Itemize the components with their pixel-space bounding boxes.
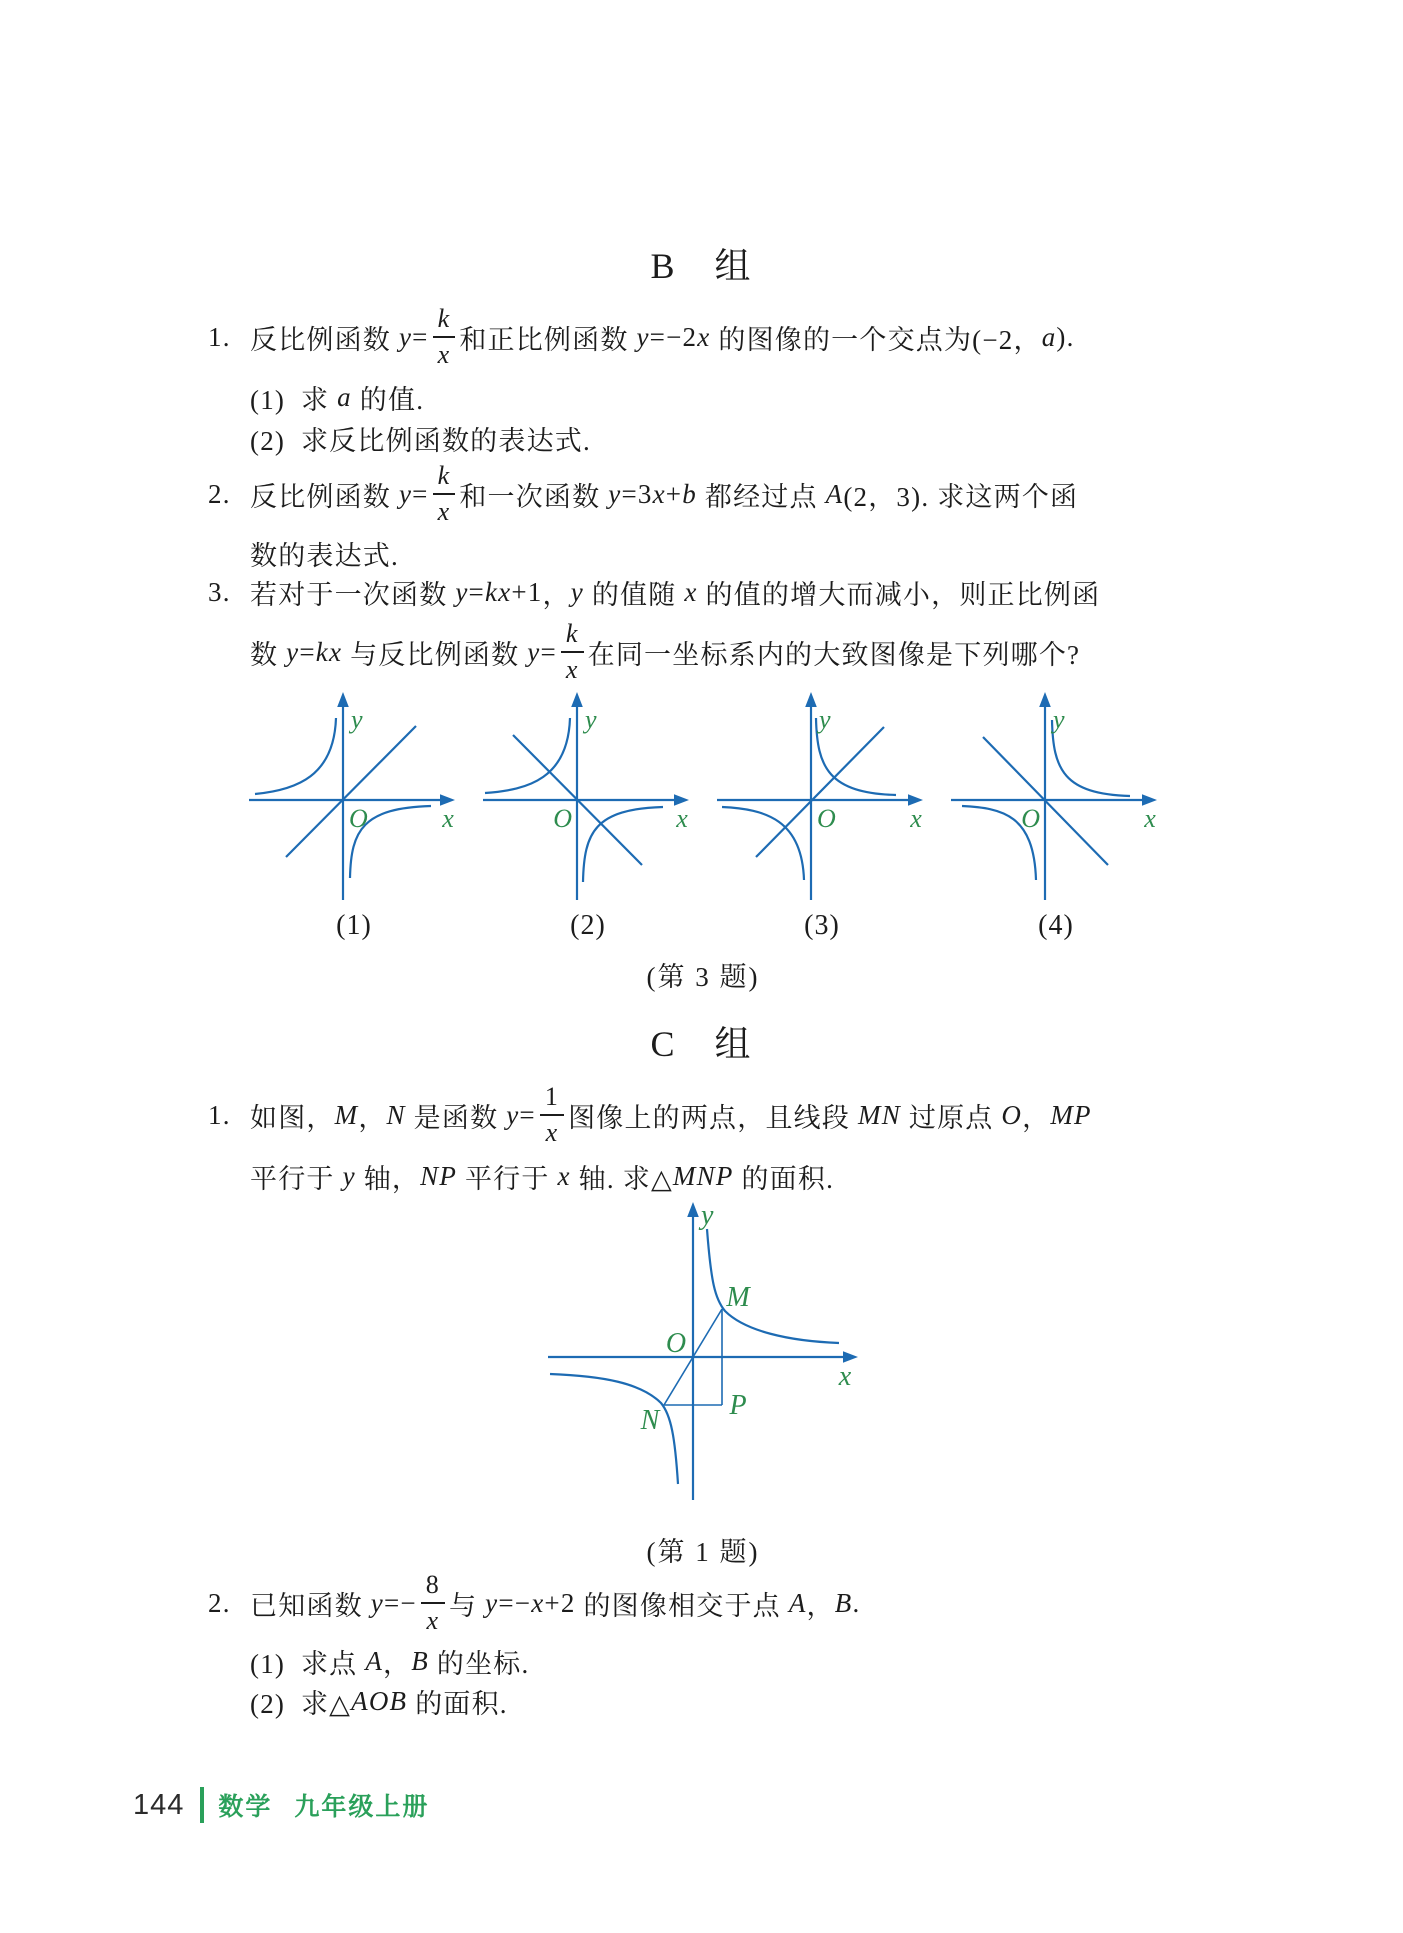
section-b-heading: B 组 xyxy=(650,246,753,286)
text-run: 在同一坐标系内的大致图像是下列哪个? xyxy=(587,639,1081,670)
text-run: 反比例函数 xyxy=(250,481,399,512)
problem-text xyxy=(250,1572,860,1634)
text-run: 的值随 xyxy=(583,580,685,610)
problem-text xyxy=(250,419,591,458)
fraction xyxy=(540,1084,564,1146)
text-run: =−2 xyxy=(649,321,698,352)
page-footer xyxy=(133,1787,429,1823)
option-graph-2 xyxy=(471,690,705,908)
problem-c2-sub2 xyxy=(250,1682,508,1721)
problem-c2-sub1 xyxy=(250,1642,529,1681)
text-run: ). xyxy=(1056,321,1075,352)
text-run: + xyxy=(665,478,683,509)
fraction xyxy=(421,1572,445,1634)
text-run: 过原点 xyxy=(900,1102,1002,1133)
hyperbola-figure xyxy=(540,1196,880,1514)
fraction xyxy=(433,306,456,368)
math-variable: x xyxy=(557,1161,571,1191)
problem-b2-line2 xyxy=(250,534,399,573)
math-variable: a xyxy=(1041,321,1057,352)
option-label: (3) xyxy=(804,910,840,941)
text-run: 的图像的一个交点为(−2， xyxy=(710,324,1042,355)
text-run: 若对于一次函数 xyxy=(250,580,456,610)
origin-label: O xyxy=(1021,804,1040,833)
y-axis-label: y xyxy=(1053,705,1065,734)
hyperbola-branch-q2 xyxy=(255,718,336,794)
problem-text xyxy=(250,621,1080,683)
y-axis-label: y xyxy=(351,705,363,734)
text-run: 都经过点 xyxy=(696,481,826,512)
fraction-denominator: x xyxy=(437,340,451,369)
text-run: 轴. 求△ xyxy=(570,1164,673,1194)
hyperbola-branch-q2 xyxy=(485,718,570,793)
math-variable: a xyxy=(337,382,352,412)
fraction-numerator: 1 xyxy=(540,1084,564,1116)
math-variable: A xyxy=(825,478,844,509)
text-run: ， xyxy=(358,1102,387,1133)
math-variable: MN xyxy=(858,1099,901,1130)
math-variable: y xyxy=(455,577,469,607)
option-graph-4 xyxy=(939,690,1173,908)
option-label: (2) xyxy=(570,910,606,941)
text-run: 与反比例函数 xyxy=(342,639,528,670)
text-run: (1) 求点 xyxy=(250,1649,366,1679)
fraction-numerator: k xyxy=(433,306,456,338)
x-axis-label: x xyxy=(442,804,454,833)
hyperbola-branch-q3 xyxy=(722,807,804,880)
fraction-denominator: x xyxy=(437,497,451,526)
x-axis-label: x xyxy=(838,1361,852,1392)
text-run: 平行于 xyxy=(457,1164,558,1194)
problem-text xyxy=(250,306,1075,368)
problem-b1-sub1 xyxy=(250,378,424,417)
text-run: 平行于 xyxy=(250,1164,343,1194)
y-axis-label: y xyxy=(585,705,597,734)
text-run: (2，3). 求这两个函 xyxy=(843,481,1079,512)
math-variable: y xyxy=(398,478,413,509)
problem-number: 3. xyxy=(208,577,231,607)
math-variable: AOB xyxy=(351,1686,408,1716)
text-run: 已知函数 xyxy=(250,1590,371,1621)
math-variable: MNP xyxy=(672,1161,734,1191)
text-run: =3 xyxy=(621,478,653,509)
problem-text xyxy=(250,1157,834,1196)
option-label: (1) xyxy=(336,910,372,941)
footer-volume: 九年级上册 xyxy=(294,1793,430,1821)
problem-number: 2. xyxy=(208,1587,231,1618)
math-variable: B xyxy=(834,1587,853,1618)
math-variable: y xyxy=(370,1587,384,1618)
text-run: ， xyxy=(1022,1102,1051,1133)
problem-text xyxy=(250,534,399,573)
fraction-denominator: x xyxy=(426,1606,440,1635)
x-axis-label: x xyxy=(910,804,922,833)
math-variable: x xyxy=(697,321,711,352)
math-variable: y xyxy=(506,1099,520,1130)
fraction-numerator: k xyxy=(561,621,584,653)
point-N-label: N xyxy=(640,1405,660,1436)
math-variable: y xyxy=(286,636,300,667)
text-run: = xyxy=(299,636,316,667)
figure-c1-caption: (第 1 题) xyxy=(646,1537,760,1567)
x-axis-label: x xyxy=(1144,804,1156,833)
problem-c1-line2 xyxy=(250,1157,834,1196)
math-variable: y xyxy=(342,1161,356,1191)
origin-label: O xyxy=(349,804,368,833)
math-variable: y xyxy=(485,1587,499,1618)
text-run: +2 xyxy=(544,1587,576,1618)
fraction-denominator: x xyxy=(565,655,579,684)
option-4 xyxy=(939,690,1173,942)
text-run: 的值. xyxy=(351,385,425,415)
answer-option-graphs xyxy=(237,690,1173,942)
text-run: 与 xyxy=(449,1590,486,1621)
y-axis-label: y xyxy=(819,705,831,734)
text-run: +1 xyxy=(511,577,543,607)
problem-number: 2. xyxy=(208,478,231,509)
footer-divider xyxy=(200,1787,204,1823)
problem-text xyxy=(250,1642,529,1681)
math-variable: y xyxy=(570,577,584,607)
math-variable: x xyxy=(652,478,666,509)
text-run: 数 xyxy=(250,639,287,670)
proportional-line xyxy=(286,726,416,857)
text-run: 数的表达式. xyxy=(250,541,399,571)
axes xyxy=(548,1202,858,1500)
point-M-label: M xyxy=(726,1282,750,1313)
fraction-denominator: x xyxy=(545,1118,559,1147)
origin-label: O xyxy=(817,804,836,833)
figure-c1 xyxy=(540,1196,880,1519)
problem-text xyxy=(250,1682,508,1721)
y-axis-label: y xyxy=(701,1200,714,1231)
math-variable: y xyxy=(527,636,541,667)
math-variable: y xyxy=(398,321,413,352)
fraction-numerator: k xyxy=(433,463,456,495)
math-variable: x xyxy=(531,1587,545,1618)
x-axis-label: x xyxy=(676,804,688,833)
text-run: 如图， xyxy=(250,1102,335,1133)
math-variable: N xyxy=(386,1099,406,1130)
text-run: = xyxy=(412,478,429,509)
fraction xyxy=(561,621,584,683)
text-run: = xyxy=(519,1099,536,1130)
text-run: 反比例函数 xyxy=(250,324,399,355)
math-variable: MP xyxy=(1050,1099,1092,1130)
text-run: 的面积. xyxy=(733,1164,835,1194)
problem-b3-line2 xyxy=(250,621,1080,683)
text-run: = xyxy=(412,321,429,352)
text-run: 是函数 xyxy=(405,1102,507,1133)
text-run: . xyxy=(852,1587,861,1618)
math-variable: kx xyxy=(315,636,343,667)
problem-b3-line1 xyxy=(208,573,1100,612)
problem-text xyxy=(250,378,424,417)
origin-label: O xyxy=(665,1328,687,1359)
footer-subject: 数学 xyxy=(218,1793,273,1821)
text-run: 的面积. xyxy=(407,1689,508,1719)
problem-b1-sub2 xyxy=(250,419,591,458)
math-variable: kx xyxy=(484,577,512,607)
math-variable: A xyxy=(365,1646,384,1676)
text-run: 和一次函数 xyxy=(459,481,609,512)
problem-text xyxy=(250,1084,1092,1146)
text-run: (1) 求 xyxy=(250,385,338,415)
text-run: ， xyxy=(806,1590,835,1621)
problem-b2-line1 xyxy=(208,463,1078,525)
math-variable: B xyxy=(411,1646,429,1676)
math-variable: O xyxy=(1001,1099,1023,1130)
problem-text xyxy=(250,463,1078,525)
text-run: =− xyxy=(498,1587,532,1618)
fraction xyxy=(433,463,456,525)
text-run: 和正比例函数 xyxy=(459,324,637,355)
text-run: 的坐标. xyxy=(428,1649,530,1679)
text-run: ， xyxy=(383,1649,412,1679)
point-P-label: P xyxy=(729,1390,747,1421)
text-run: 轴， xyxy=(355,1164,421,1194)
text-run: ， xyxy=(542,580,571,610)
text-run: = xyxy=(540,636,557,667)
problem-text xyxy=(250,573,1100,612)
math-variable: A xyxy=(788,1587,807,1618)
text-run: (2) 求反比例函数的表达式. xyxy=(250,426,591,456)
text-run: =− xyxy=(383,1587,417,1618)
problem-c2-line1 xyxy=(208,1572,860,1634)
text-run: = xyxy=(468,577,485,607)
page-number: 144 xyxy=(133,1788,185,1821)
math-variable: M xyxy=(334,1099,359,1130)
text-run: 的图像相交于点 xyxy=(575,1590,789,1621)
origin-label: O xyxy=(553,804,572,833)
section-c-heading: C 组 xyxy=(650,1024,753,1064)
math-variable: b xyxy=(682,478,697,509)
option-1 xyxy=(237,690,471,942)
option-graph-1 xyxy=(237,690,471,908)
problem-c1-line1 xyxy=(208,1084,1092,1146)
option-label: (4) xyxy=(1038,910,1074,941)
problem-number: 1. xyxy=(208,1099,231,1130)
fraction-numerator: 8 xyxy=(421,1572,445,1604)
problem-b1-line1 xyxy=(208,306,1075,368)
math-variable: y xyxy=(608,478,622,509)
math-variable: y xyxy=(636,321,650,352)
option-2 xyxy=(471,690,705,942)
math-variable: NP xyxy=(420,1161,458,1191)
problem-number: 1. xyxy=(208,321,231,352)
option-graph-3 xyxy=(705,690,939,908)
math-variable: x xyxy=(684,577,698,607)
option-3 xyxy=(705,690,939,942)
text-run: (2) 求△ xyxy=(250,1689,352,1719)
text-run: 的值的增大而减小，则正比例函 xyxy=(697,580,1101,610)
figure-b3-caption: (第 3 题) xyxy=(646,962,760,992)
text-run: 图像上的两点，且线段 xyxy=(568,1102,859,1133)
